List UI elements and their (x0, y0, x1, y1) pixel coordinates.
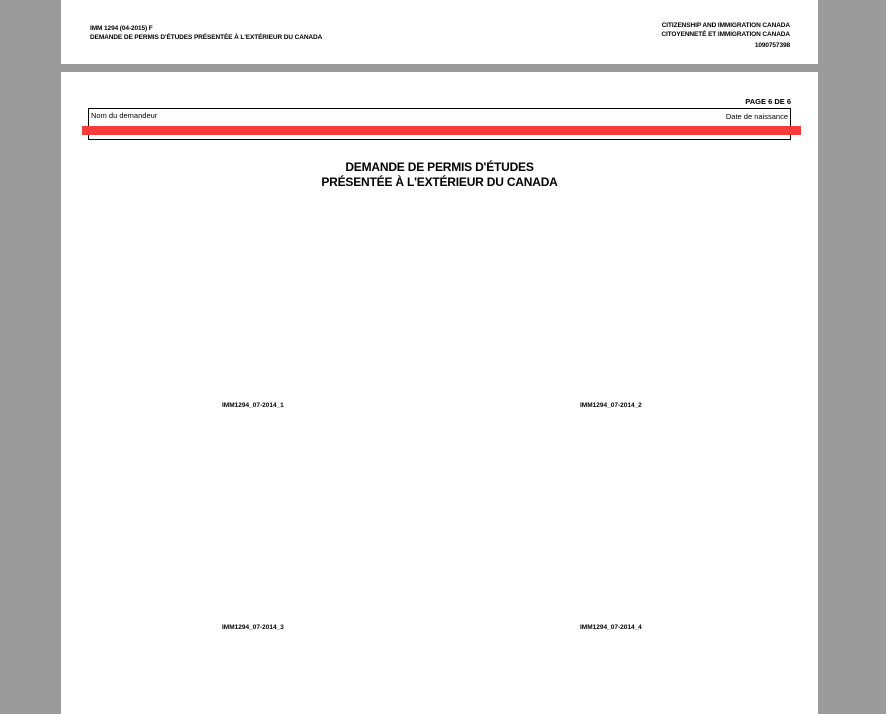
applicant-name-label: Nom du demandeur (91, 111, 158, 120)
red-highlight-bar (82, 126, 801, 135)
current-page (61, 72, 818, 714)
barcode-label-3: IMM1294_07-2014_3 (222, 624, 284, 631)
previous-page (61, 0, 818, 64)
date-of-birth-label: Date de naissance (725, 112, 788, 121)
barcode-label-2: IMM1294_07-2014_2 (580, 402, 642, 409)
title-line-2: PRÉSENTÉE À L'EXTÉRIEUR DU CANADA (321, 175, 558, 189)
applicant-info-box (88, 108, 791, 140)
title-line-1: DEMANDE DE PERMIS D'ÉTUDES (345, 160, 534, 174)
page-indicator: PAGE 6 DE 6 (745, 97, 791, 106)
form-code: IMM 1294 (04-2015) F (90, 25, 153, 32)
form-title: DEMANDE DE PERMIS D'ÉTUDES PRÉSENTÉE À L'EXTÉRIEUR DU CANADA (90, 33, 323, 41)
agency-english: CITIZENSHIP AND IMMIGRATION CANADA (661, 22, 790, 29)
form-header-right (661, 22, 790, 51)
agency-french: CITOYENNETÉ ET IMMIGRATION CANADA (661, 30, 790, 38)
barcode-label-4: IMM1294_07-2014_4 (580, 624, 642, 631)
barcode-label-1: IMM1294_07-2014_1 (222, 402, 284, 409)
page-title (61, 160, 818, 190)
form-header-left (90, 25, 322, 42)
document-number: 1090757398 (754, 42, 790, 49)
